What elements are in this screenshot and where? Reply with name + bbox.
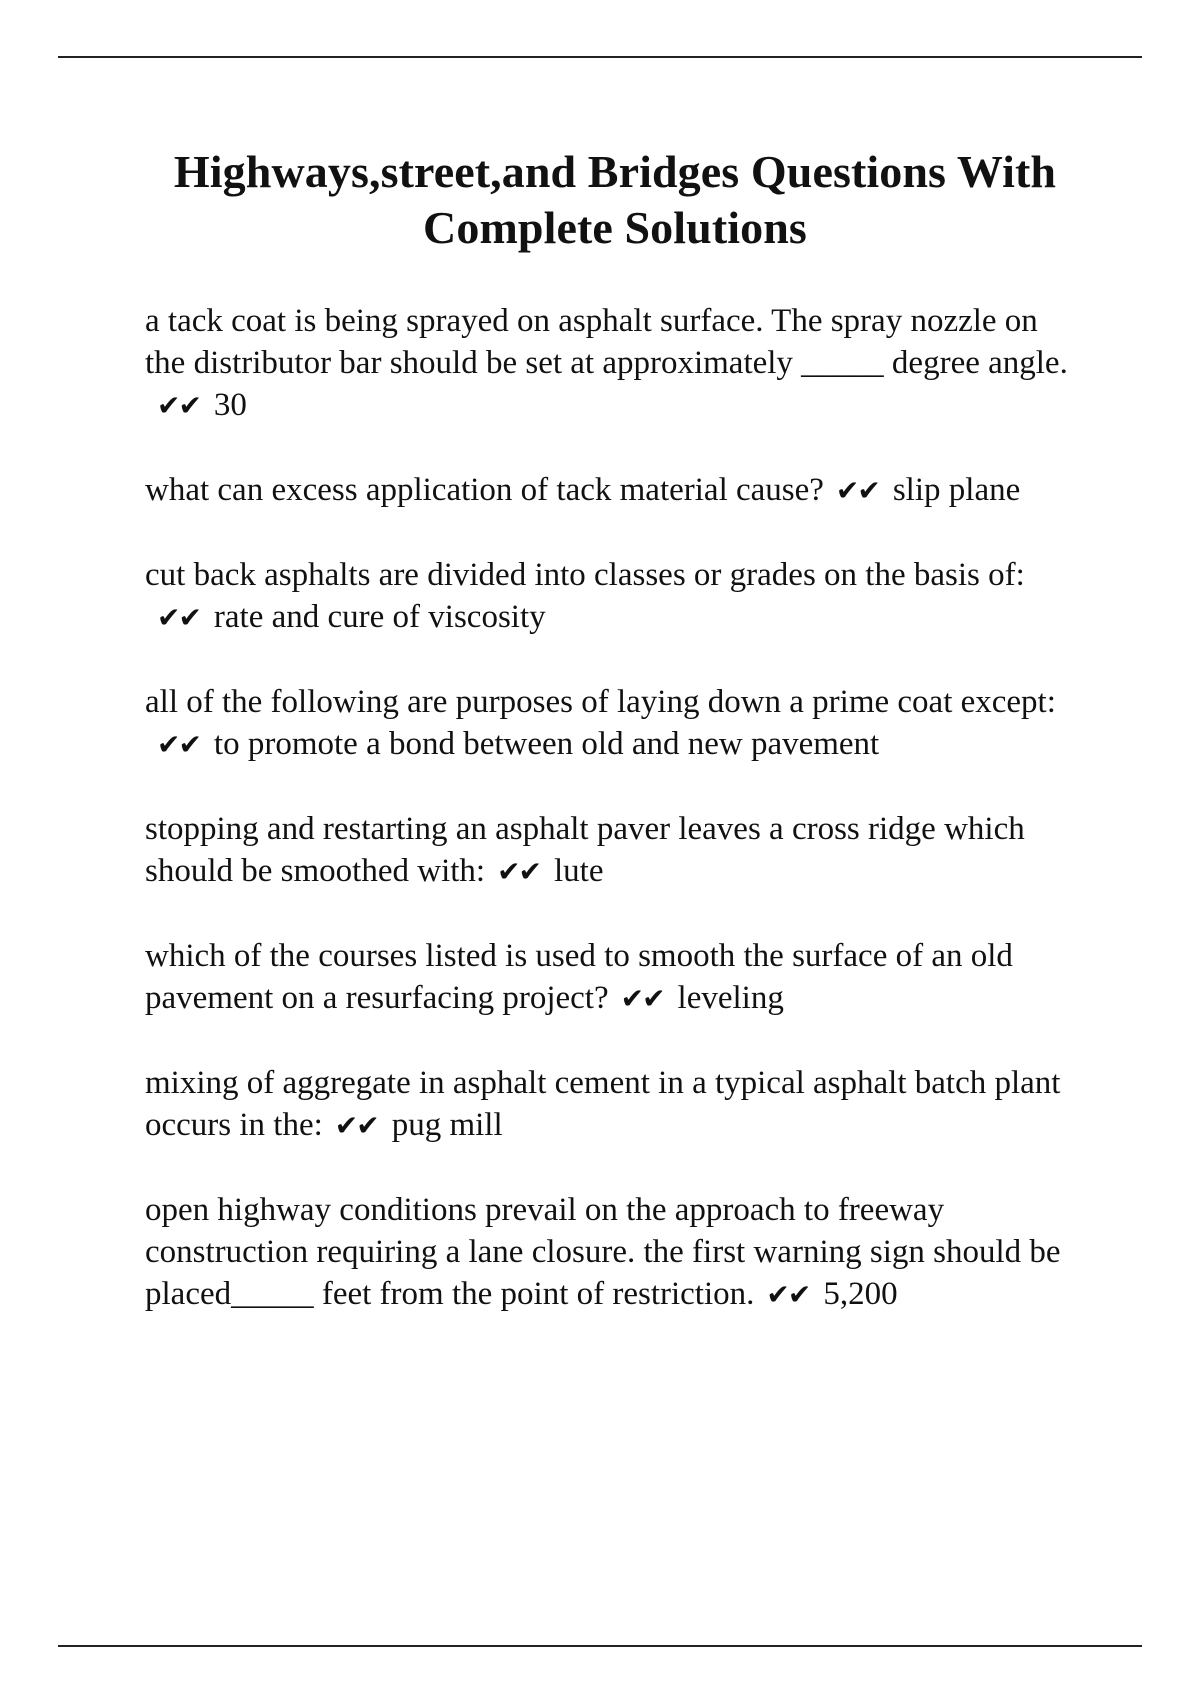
question-text: all of the following are purposes of laying down a prime coat except: xyxy=(145,684,1056,720)
qa-item-1 xyxy=(145,300,1085,427)
question-text: a tack coat is being sprayed on asphalt surface. The spray nozzle on the distributor bar should be set at approximately _____ degree angle. xyxy=(145,303,1068,381)
answer-text: 5,200 xyxy=(823,1276,898,1312)
double-check-icon: ✔✔ xyxy=(497,855,540,888)
qa-item-4 xyxy=(145,681,1085,766)
qa-item-5 xyxy=(145,808,1085,893)
answer-text: 30 xyxy=(213,387,247,423)
answer-text: lute xyxy=(554,853,604,889)
qa-item-8 xyxy=(145,1189,1085,1316)
title-line-2: Complete Solutions xyxy=(423,202,807,253)
double-check-icon: ✔✔ xyxy=(835,474,879,507)
answer-text: to promote a bond between old and new pavement xyxy=(213,726,880,762)
question-text: stopping and restarting an asphalt paver leaves a cross ridge which should be smoothed with: xyxy=(145,811,1025,889)
question-text: which of the courses listed is used to smooth the surface of an old pavement on a resurfacing project? xyxy=(145,938,1013,1016)
question-text: mixing of aggregate in asphalt cement in a typical asphalt batch plant occurs in the: xyxy=(145,1065,1061,1143)
qa-item-7 xyxy=(145,1062,1085,1147)
double-check-icon: ✔✔ xyxy=(620,982,664,1015)
answer-text: slip plane xyxy=(892,472,1021,508)
question-text: open highway conditions prevail on the approach to freeway construction requiring a lane closure. the first warning sign should be placed_____ feet from the point of restriction. xyxy=(145,1192,1061,1312)
double-check-icon: ✔✔ xyxy=(157,389,200,422)
qa-list xyxy=(145,300,1085,1358)
double-check-icon: ✔✔ xyxy=(334,1109,378,1142)
qa-item-2 xyxy=(145,469,1085,512)
question-text: what can excess application of tack material cause? xyxy=(145,472,824,508)
double-check-icon: ✔✔ xyxy=(157,601,200,634)
answer-text: rate and cure of viscosity xyxy=(213,599,546,635)
answer-text: leveling xyxy=(677,980,784,1016)
qa-item-6 xyxy=(145,935,1085,1020)
document-title xyxy=(135,144,1095,256)
title-line-1: Highways,street,and Bridges Questions With xyxy=(173,146,1057,197)
question-text: cut back asphalts are divided into classes or grades on the basis of: xyxy=(145,557,1025,593)
double-check-icon: ✔✔ xyxy=(766,1278,810,1311)
qa-item-3 xyxy=(145,554,1085,639)
answer-text: pug mill xyxy=(391,1107,503,1143)
double-check-icon: ✔✔ xyxy=(157,728,200,761)
top-rule xyxy=(58,56,1142,58)
bottom-rule xyxy=(58,1645,1142,1647)
